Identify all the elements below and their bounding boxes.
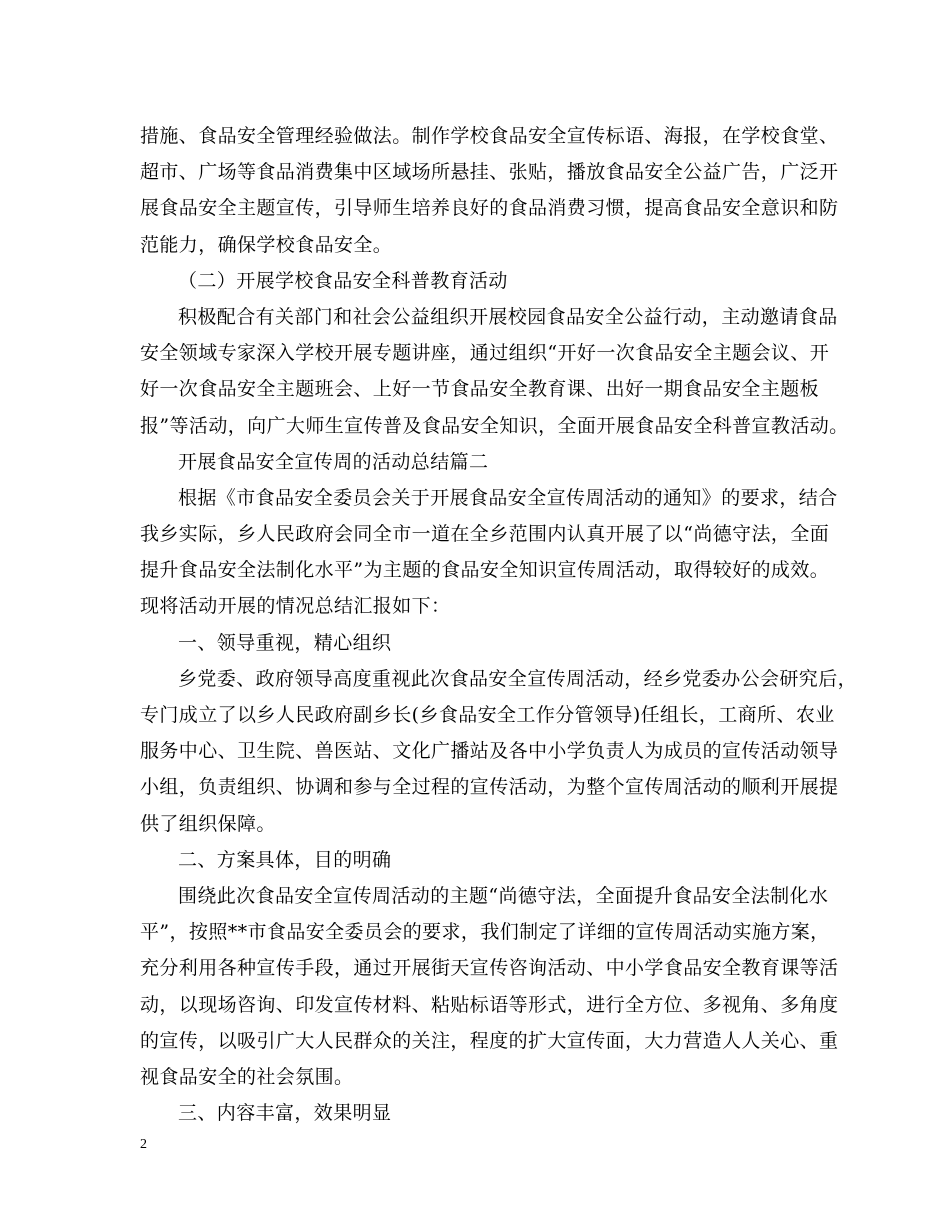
text-line: 报”等活动，向广大师生宣传普及食品安全知识，全面开展食品安全科普宣教活动。 (140, 414, 849, 437)
section-heading: （二）开展学校食品安全科普教育活动 (178, 269, 508, 292)
text-line: 根据《市食品安全委员会关于开展食品安全宣传周活动的通知》的要求，结合 (178, 486, 838, 509)
text-line: 供了组织保障。 (140, 812, 276, 835)
body-text (140, 118, 858, 1131)
page-number: 2 (140, 1137, 147, 1152)
text-line: 措施、食品安全管理经验做法。制作学校食品安全宣传标语、海报，在学校食堂、 (140, 125, 839, 147)
text-line: 我乡实际，乡人民政府会同全市一道在全乡范围内认真开展了以“尚德守法，全面 (140, 523, 830, 546)
text-line: 超市、广场等食品消费集中区域场所悬挂、张贴，播放食品安全公益广告，广泛开 (140, 161, 839, 184)
text-line: 好一次食品安全主题班会、上好一节食品安全教育课、出好一期食品安全主题板 (140, 378, 820, 401)
section-heading: 开展食品安全宣传周的活动总结篇二 (178, 450, 489, 473)
section-heading: 一、领导重视，精心组织 (178, 631, 392, 654)
text-line: 积极配合有关部门和社会公益组织开展校园食品安全公益行动，主动邀请食品 (178, 305, 838, 328)
text-line: 安全领域专家深入学校开展专题讲座，通过组织“开好一次食品安全主题会议、开 (140, 342, 830, 365)
text-line: 的宣传，以吸引广大人民群众的关注，程度的扩大宣传面，大力营造人人关心、重 (140, 1029, 839, 1052)
text-line: 现将活动开展的情况总结汇报如下： (140, 595, 451, 618)
text-line: 充分利用各种宣传手段，通过开展街天宣传咨询活动、中小学食品安全教育课等活 (140, 957, 839, 980)
section-heading: 三、内容丰富，效果明显 (178, 1102, 392, 1125)
text-line: 展食品安全主题宣传，引导师生培养良好的食品消费习惯，提高食品安全意识和防 (140, 197, 839, 220)
text-line: 提升食品安全法制化水平”为主题的食品安全知识宣传周活动，取得较好的成效。 (140, 559, 830, 582)
text-line: 服务中心、卫生院、兽医站、文化广播站及各中小学负责人为成员的宣传活动领导 (140, 740, 839, 763)
section-heading: 二、方案具体，目的明确 (178, 848, 392, 871)
text-line: 平”，按照**市食品安全委员会的要求，我们制定了详细的宣传周活动实施方案， (140, 921, 830, 944)
text-line: 专门成立了以乡人民政府副乡长(乡食品安全工作分管领导)任组长，工商所、农业 (140, 704, 835, 726)
text-line: 范能力，确保学校食品安全。 (140, 233, 393, 256)
text-line: 小组，负责组织、协调和参与全过程的宣传活动，为整个宣传周活动的顺利开展提 (140, 776, 839, 799)
text-line: 视食品安全的社会氛围。 (140, 1065, 354, 1088)
text-line: 乡党委、政府领导高度重视此次食品安全宣传周活动，经乡党委办公会研究后， (178, 667, 858, 690)
text-line: 动，以现场咨询、印发宣传材料、粘贴标语等形式，进行全方位、多视角、多角度 (140, 993, 839, 1016)
text-line: 围绕此次食品安全宣传周活动的主题“尚德守法，全面提升食品安全法制化水 (178, 884, 829, 907)
